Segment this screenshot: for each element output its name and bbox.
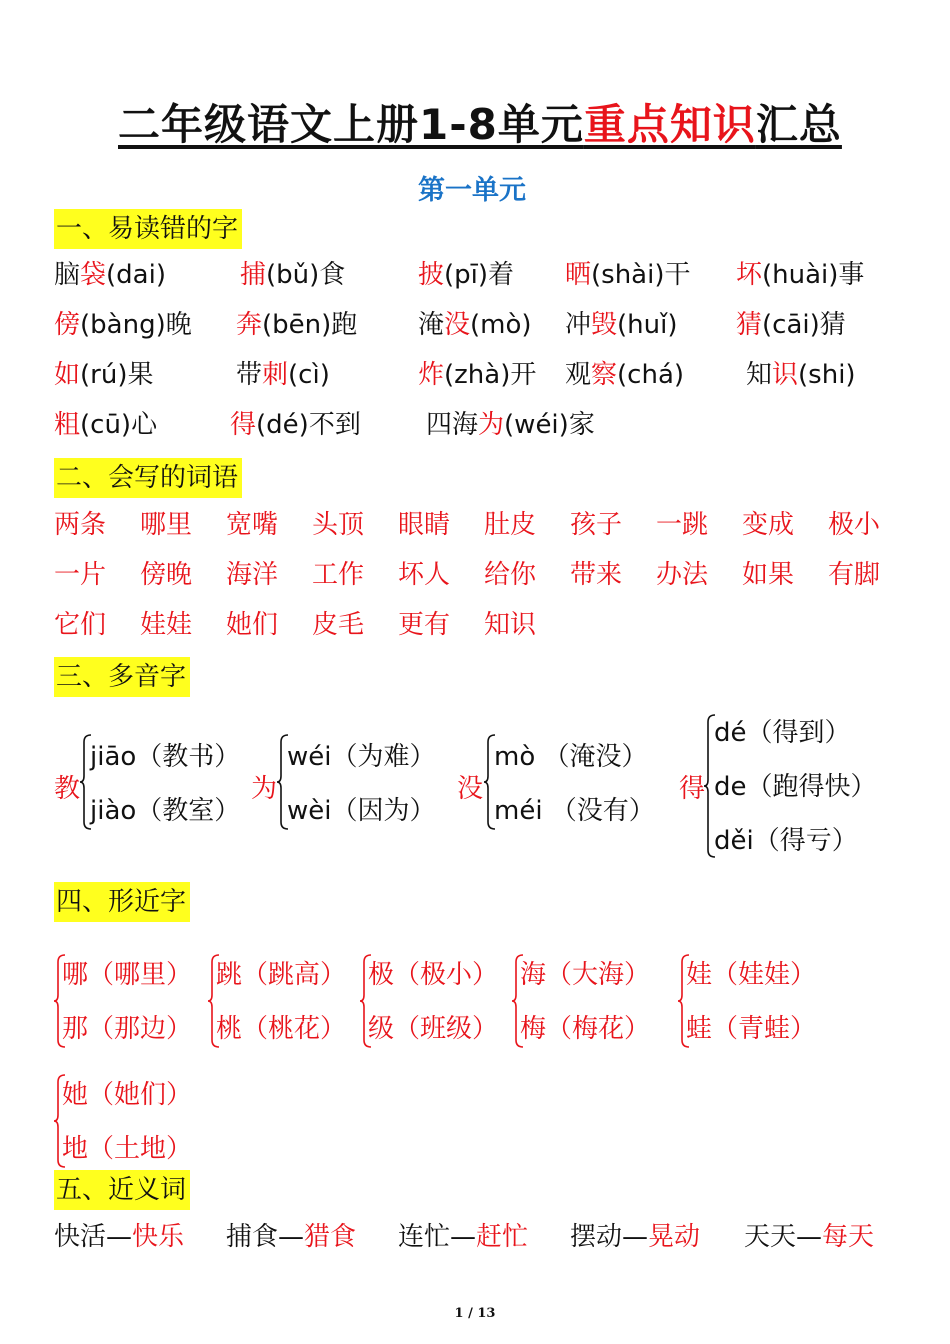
- similar-char-item: 级（班级）: [368, 1014, 499, 1044]
- word-item: 傍晚: [140, 560, 193, 590]
- hard-char-item: [236, 308, 357, 342]
- hard-char-post: 猜: [819, 310, 846, 340]
- word-item: 孩子: [570, 510, 623, 540]
- section-heading-2: 二、会写的词语: [54, 458, 242, 498]
- polyphone-reading: děi（得亏）: [714, 826, 858, 856]
- hard-char-pinyin: (dai): [106, 260, 166, 290]
- polyphone-reading: jiāo（教书）: [90, 742, 241, 772]
- hard-char-post: 果: [127, 360, 154, 390]
- hard-char-item: [565, 358, 684, 392]
- synonym-match: 晃动: [648, 1222, 701, 1252]
- polyphone-reading: de（跑得快）: [714, 772, 877, 802]
- polyphone-reading: dé（得到）: [714, 718, 851, 748]
- hard-char-item: [54, 258, 166, 292]
- hard-char-highlight: 得: [230, 410, 257, 440]
- hard-char-highlight: 刺: [262, 360, 289, 390]
- polyphone-reading: mò （淹没）: [494, 742, 648, 772]
- hard-char-pinyin: (wéi): [504, 410, 569, 440]
- section-heading-3: 三、多音字: [54, 657, 190, 697]
- polyphone-char: 教: [54, 774, 81, 804]
- hard-char-post: 跑: [331, 310, 358, 340]
- similar-char-item: 桃（桃花）: [216, 1014, 347, 1044]
- section-heading-1: 一、易读错的字: [54, 209, 242, 249]
- synonym-item: [398, 1220, 528, 1254]
- hard-char-pinyin: (zhà): [444, 360, 511, 390]
- hard-char-item: [746, 358, 856, 392]
- synonym-word: 捕食—: [226, 1222, 305, 1252]
- synonym-match: 每天: [822, 1222, 875, 1252]
- word-item: 皮毛: [312, 610, 365, 640]
- similar-char-item: 蛙（青蛙）: [686, 1014, 817, 1044]
- hard-char-pinyin: (bǔ): [266, 260, 320, 290]
- hard-char-pre: 冲: [565, 310, 592, 340]
- title-highlight: 重点知识: [583, 100, 756, 149]
- hard-char-post: 事: [838, 260, 865, 290]
- hard-char-pre: 带: [236, 360, 263, 390]
- hard-char-highlight: 没: [444, 310, 471, 340]
- word-item: 她们: [226, 610, 279, 640]
- hard-char-highlight: 如: [54, 360, 81, 390]
- synonym-word: 天天—: [744, 1222, 823, 1252]
- hard-char-highlight: 傍: [54, 310, 81, 340]
- polyphone-reading: wéi（为难）: [287, 742, 436, 772]
- hard-char-post: 家: [568, 410, 595, 440]
- word-item: 娃娃: [140, 610, 193, 640]
- hard-char-pinyin: (shi): [798, 360, 856, 390]
- synonym-item: [226, 1220, 356, 1254]
- hard-char-item: [418, 258, 514, 292]
- synonym-item: [744, 1220, 874, 1254]
- word-item: 极小: [828, 510, 881, 540]
- similar-char-item: 地（土地）: [62, 1134, 193, 1164]
- hard-char-pinyin: (huài): [762, 260, 839, 290]
- hard-char-highlight: 察: [591, 360, 618, 390]
- hard-char-item: [418, 308, 532, 342]
- word-item: 海洋: [226, 560, 279, 590]
- hard-char-item: [426, 408, 595, 442]
- hard-char-highlight: 捕: [240, 260, 267, 290]
- title-part1: 二年级语文上册1-8单元: [118, 100, 584, 149]
- hard-char-highlight: 识: [772, 360, 799, 390]
- word-item: 带来: [570, 560, 623, 590]
- polyphone-reading: jiào（教室）: [90, 796, 241, 826]
- word-item: 坏人: [398, 560, 451, 590]
- synonym-match: 赶忙: [476, 1222, 529, 1252]
- hard-char-item: [236, 358, 330, 392]
- hard-char-pinyin: (chá): [617, 360, 685, 390]
- word-item: 办法: [656, 560, 709, 590]
- hard-char-post: 不到: [308, 410, 361, 440]
- polyphone-reading: méi （没有）: [494, 796, 655, 826]
- hard-char-highlight: 毁: [591, 310, 618, 340]
- hard-char-pinyin: (shài): [591, 260, 665, 290]
- word-item: 知识: [484, 610, 537, 640]
- hard-char-post: 着: [488, 260, 515, 290]
- hard-char-pre: 知: [746, 360, 773, 390]
- word-item: 眼睛: [398, 510, 451, 540]
- page-title: [118, 92, 842, 152]
- synonym-item: [54, 1220, 184, 1254]
- polyphone-char: 为: [251, 774, 278, 804]
- hard-char-item: [54, 308, 192, 342]
- word-item: 有脚: [828, 560, 881, 590]
- hard-char-pinyin: (cì): [288, 360, 330, 390]
- hard-char-pinyin: (pī): [444, 260, 489, 290]
- hard-char-pre: 观: [565, 360, 592, 390]
- similar-char-item: 那（那边）: [62, 1014, 193, 1044]
- word-item: 头顶: [312, 510, 365, 540]
- hard-char-item: [54, 408, 157, 442]
- word-item: 肚皮: [484, 510, 537, 540]
- hard-char-post: 干: [664, 260, 691, 290]
- word-item: 宽嘴: [226, 510, 279, 540]
- polyphone-reading: wèi（因为）: [287, 796, 436, 826]
- synonym-match: 猎食: [304, 1222, 357, 1252]
- section-heading-4: 四、形近字: [54, 882, 190, 922]
- hard-char-highlight: 奔: [236, 310, 263, 340]
- polyphone-char: 得: [679, 774, 706, 804]
- synonym-match: 快乐: [132, 1222, 185, 1252]
- unit-title: 第一单元: [418, 175, 526, 206]
- similar-char-item: 哪（哪里）: [62, 960, 193, 990]
- hard-char-highlight: 炸: [418, 360, 445, 390]
- word-item: 一跳: [656, 510, 709, 540]
- synonym-word: 连忙—: [398, 1222, 477, 1252]
- word-item: 工作: [312, 560, 365, 590]
- hard-char-post: 晚: [165, 310, 192, 340]
- hard-char-item: [230, 408, 361, 442]
- hard-char-pinyin: (cāi): [762, 310, 820, 340]
- hard-char-highlight: 粗: [54, 410, 81, 440]
- similar-char-item: 娃（娃娃）: [686, 960, 817, 990]
- synonym-word: 快活—: [54, 1222, 133, 1252]
- polyphone-char: 没: [457, 774, 484, 804]
- hard-char-pinyin: (dé): [256, 410, 309, 440]
- similar-char-item: 她（她们）: [62, 1080, 193, 1110]
- word-item: 给你: [484, 560, 537, 590]
- hard-char-pinyin: (bàng): [80, 310, 166, 340]
- hard-char-post: 开: [510, 360, 537, 390]
- hard-char-pinyin: (mò): [470, 310, 532, 340]
- hard-char-highlight: 披: [418, 260, 445, 290]
- hard-char-item: [565, 308, 678, 342]
- similar-char-item: 海（大海）: [520, 960, 651, 990]
- hard-char-item: [54, 358, 154, 392]
- hard-char-highlight: 晒: [565, 260, 592, 290]
- hard-char-pinyin: (bēn): [262, 310, 332, 340]
- hard-char-highlight: 猜: [736, 310, 763, 340]
- hard-char-pinyin: (huǐ): [617, 310, 678, 340]
- hard-char-highlight: 袋: [80, 260, 107, 290]
- hard-char-pinyin: (cū): [80, 410, 132, 440]
- synonym-item: [570, 1220, 700, 1254]
- word-item: 如果: [742, 560, 795, 590]
- similar-char-item: 极（极小）: [368, 960, 499, 990]
- word-item: 哪里: [140, 510, 193, 540]
- similar-char-item: 梅（梅花）: [520, 1014, 651, 1044]
- hard-char-item: [418, 358, 536, 392]
- word-item: 更有: [398, 610, 451, 640]
- hard-char-item: [240, 258, 345, 292]
- synonym-word: 摆动—: [570, 1222, 649, 1252]
- hard-char-post: 心: [131, 410, 158, 440]
- hard-char-item: [565, 258, 691, 292]
- hard-char-highlight: 为: [478, 410, 505, 440]
- hard-char-item: [736, 258, 864, 292]
- title-part3: 汇总: [755, 100, 842, 149]
- page-number: 1 / 13: [454, 1306, 496, 1321]
- hard-char-pinyin: (rú): [80, 360, 128, 390]
- hard-char-pre: 淹: [418, 310, 445, 340]
- word-item: 一片: [54, 560, 107, 590]
- hard-char-pre: 四海: [426, 410, 479, 440]
- word-item: 两条: [54, 510, 107, 540]
- hard-char-highlight: 坏: [736, 260, 763, 290]
- section-heading-5: 五、近义词: [54, 1170, 190, 1210]
- word-item: 变成: [742, 510, 795, 540]
- word-item: 它们: [54, 610, 107, 640]
- hard-char-post: 食: [319, 260, 346, 290]
- hard-char-pre: 脑: [54, 260, 81, 290]
- hard-char-item: [736, 308, 846, 342]
- similar-char-item: 跳（跳高）: [216, 960, 347, 990]
